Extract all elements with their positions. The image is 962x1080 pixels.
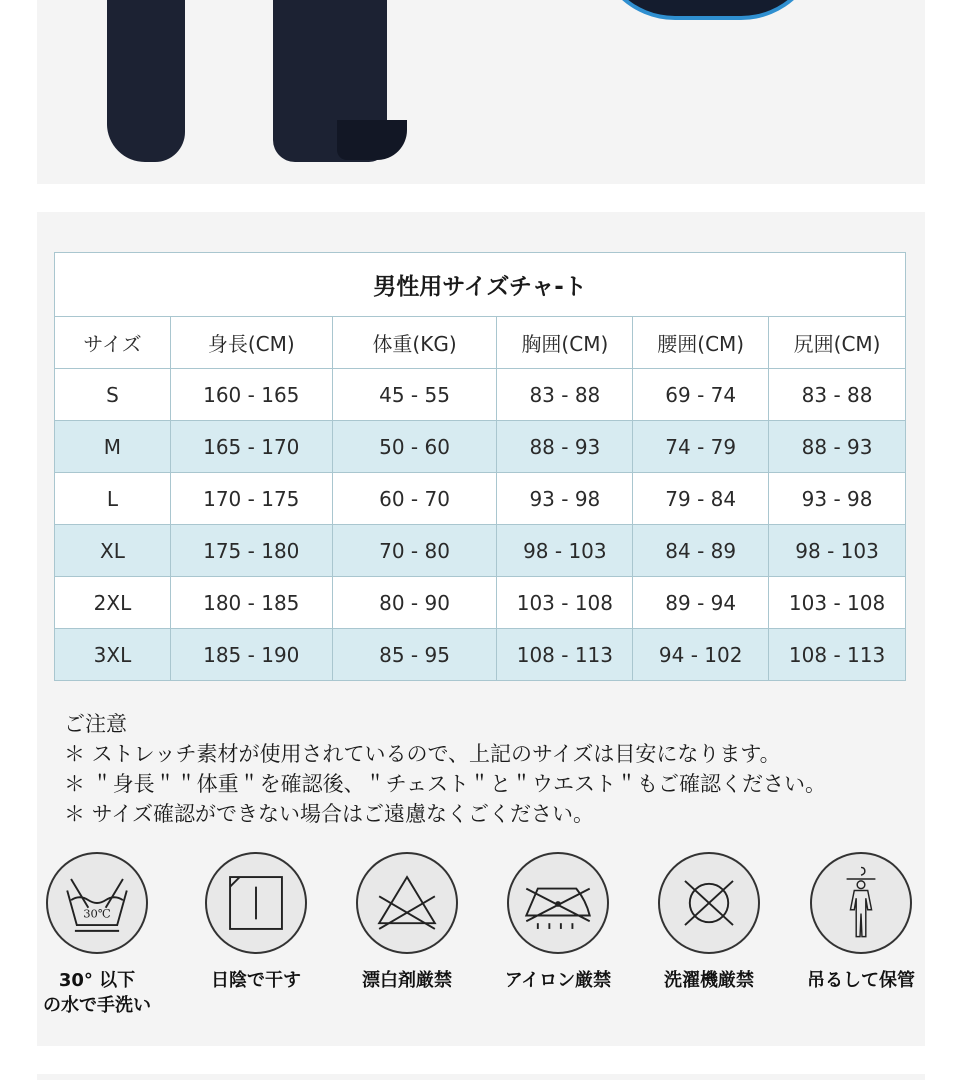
table-cell: 98 - 103 xyxy=(769,525,906,577)
care-item-no-iron xyxy=(493,852,623,993)
product-photo xyxy=(37,0,925,184)
note-line: ＊ ストレッチ素材が使用されているので、上記のサイズは目安になります。 xyxy=(64,742,781,766)
table-cell: 45 - 55 xyxy=(332,369,497,421)
dry-in-shade-icon xyxy=(205,852,307,954)
header-cell: 体重(KG) xyxy=(332,317,497,369)
hand-wash-temp: 30℃ xyxy=(83,906,111,921)
no-machine-wash-icon xyxy=(658,852,760,954)
table-cell: 170 - 175 xyxy=(170,473,332,525)
size-row-s xyxy=(55,369,906,421)
size-chart-table xyxy=(54,252,906,681)
table-cell: L xyxy=(55,473,171,525)
care-instructions xyxy=(37,852,925,1022)
product-leg-shadow xyxy=(337,120,407,160)
table-cell: 88 - 93 xyxy=(497,421,633,473)
care-label: アイロン厳禁 xyxy=(504,970,612,991)
note-line: ＊ サイズ確認ができない場合はご遠慮なくごください。 xyxy=(64,802,594,826)
care-label: 漂白剤厳禁 xyxy=(362,970,452,991)
care-label: 30° 以下 の水で手洗い xyxy=(43,970,151,1016)
care-label: 吊るして保管 xyxy=(807,970,915,991)
table-cell: 94 - 102 xyxy=(633,629,769,681)
care-item-no-bleach xyxy=(342,852,472,993)
header-cell: 尻囲(CM) xyxy=(769,317,906,369)
size-row-m xyxy=(55,421,906,473)
size-chart-title-row xyxy=(55,253,906,317)
table-cell: 83 - 88 xyxy=(497,369,633,421)
size-row-3xl xyxy=(55,629,906,681)
hang-storage-icon xyxy=(810,852,912,954)
table-cell: 85 - 95 xyxy=(332,629,497,681)
hand-wash-icon xyxy=(46,852,148,954)
table-cell: 108 - 113 xyxy=(769,629,906,681)
size-row-xl xyxy=(55,525,906,577)
table-cell: S xyxy=(55,369,171,421)
size-chart-title: 男性用サイズチャ-ト xyxy=(55,253,906,317)
table-cell: 108 - 113 xyxy=(497,629,633,681)
care-item-no-machine-wash xyxy=(644,852,774,993)
table-cell: 180 - 185 xyxy=(170,577,332,629)
table-cell: M xyxy=(55,421,171,473)
table-cell: 80 - 90 xyxy=(332,577,497,629)
next-panel-edge xyxy=(37,1074,925,1080)
table-cell: 83 - 88 xyxy=(769,369,906,421)
table-cell: 160 - 165 xyxy=(170,369,332,421)
table-cell: 74 - 79 xyxy=(633,421,769,473)
no-bleach-icon xyxy=(356,852,458,954)
table-cell: 70 - 80 xyxy=(332,525,497,577)
size-chart-panel xyxy=(37,212,925,1046)
notes-section xyxy=(64,709,904,829)
header-cell: サイズ xyxy=(55,317,171,369)
table-cell: 50 - 60 xyxy=(332,421,497,473)
header-cell: 胸囲(CM) xyxy=(497,317,633,369)
header-cell: 身長(CM) xyxy=(170,317,332,369)
table-cell: 185 - 190 xyxy=(170,629,332,681)
care-item-hand-wash xyxy=(32,852,162,1018)
header-cell: 腰囲(CM) xyxy=(633,317,769,369)
table-cell: 79 - 84 xyxy=(633,473,769,525)
table-cell: 89 - 94 xyxy=(633,577,769,629)
care-item-hang-storage xyxy=(796,852,926,993)
table-cell: 2XL xyxy=(55,577,171,629)
note-line: ＊ ＂身長＂＂体重＂を確認後、＂チェスト＂と＂ウエスト＂もご確認ください。 xyxy=(64,772,827,796)
table-cell: 93 - 98 xyxy=(497,473,633,525)
table-cell: 103 - 108 xyxy=(497,577,633,629)
notes-heading: ご注意 xyxy=(64,712,127,736)
table-cell: 88 - 93 xyxy=(769,421,906,473)
size-chart-header-row xyxy=(55,317,906,369)
no-iron-icon xyxy=(507,852,609,954)
product-leg-left xyxy=(107,0,185,162)
table-cell: XL xyxy=(55,525,171,577)
care-label: 日陰で干す xyxy=(211,970,301,991)
table-cell: 60 - 70 xyxy=(332,473,497,525)
size-row-l xyxy=(55,473,906,525)
table-cell: 3XL xyxy=(55,629,171,681)
table-cell: 98 - 103 xyxy=(497,525,633,577)
table-cell: 93 - 98 xyxy=(769,473,906,525)
care-item-dry-in-shade xyxy=(191,852,321,993)
table-cell: 69 - 74 xyxy=(633,369,769,421)
table-cell: 84 - 89 xyxy=(633,525,769,577)
table-cell: 165 - 170 xyxy=(170,421,332,473)
care-label: 洗濯機厳禁 xyxy=(664,970,754,991)
table-cell: 103 - 108 xyxy=(769,577,906,629)
size-row-2xl xyxy=(55,577,906,629)
product-ball xyxy=(595,0,821,20)
table-cell: 175 - 180 xyxy=(170,525,332,577)
